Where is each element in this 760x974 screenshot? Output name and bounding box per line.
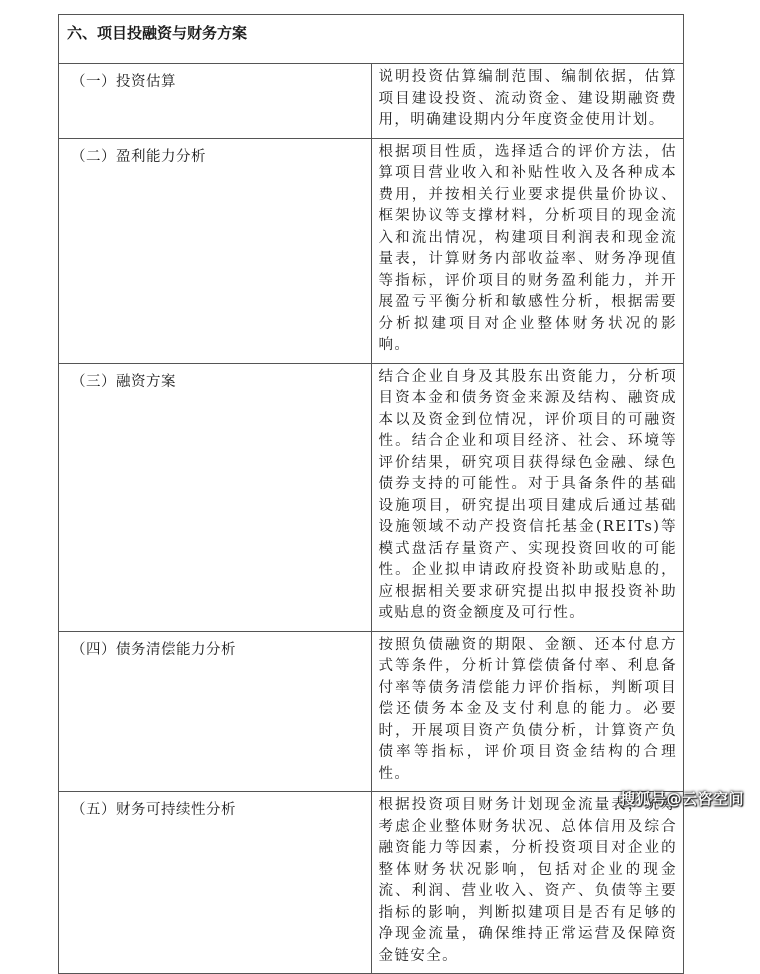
row-description-financing-plan: 结合企业自身及其股东出资能力，分析项目资本金和债务资金来源及结构、融资成本以及资金到位情况，评价项目的可融资性。结合企业和项目经济、社会、环境等评价结果，研究项目获得绿色金融、绿色债券支持的可能性。对于具备条件的基础设施项目，研究提出项目建成后通过基础设施领域不动产投资信托基金(REITs)等模式盘活存量资产、实现投资回收的可能性。企业拟申请政府投资补助或贴息的，应根据相关要求研究提出拟申报投资补助或贴息的资金额度及可行性。 — [371, 363, 684, 631]
row-label-profitability-analysis: （二）盈利能力分析 — [59, 138, 372, 363]
table-row — [59, 64, 684, 139]
row-label-financial-sustainability: （五）财务可持续性分析 — [59, 792, 372, 974]
project-finance-table — [58, 14, 684, 974]
row-description-financial-sustainability: 根据投资项目财务计划现金流量表，统筹考虑企业整体财务状况、总体信用及综合融资能力等因素，分析投资项目对企业的整体财务状况影响，包括对企业的现金流、利润、营业收入、资产、负债等主要指标的影响，判断拟建项目是否有足够的净现金流量，确保维持正常运营及保障资金链安全。 — [371, 792, 684, 974]
row-description-debt-repayment-analysis: 按照负债融资的期限、金额、还本付息方式等条件，分析计算偿债备付率、利息备付率等债务清偿能力评价指标，判断项目偿还债务本金及支付利息的能力。必要时，开展项目资产负债分析，计算资产负债率等指标，评价项目资金结构的合理性。 — [371, 631, 684, 792]
row-label-investment-estimate: （一）投资估算 — [59, 64, 372, 139]
table-row — [59, 631, 684, 792]
row-label-debt-repayment-analysis: （四）债务清偿能力分析 — [59, 631, 372, 792]
table-header-row — [59, 15, 684, 64]
row-description-profitability-analysis: 根据项目性质，选择适合的评价方法，估算项目营业收入和补贴性收入及各种成本费用，并按相关行业要求提供量价协议、框架协议等支撑材料，分析项目的现金流入和流出情况，构建项目利润表和现金流量表，计算财务内部收益率、财务净现值等指标，评价项目的财务盈利能力，并开展盈亏平衡分析和敏感性分析，根据需要分析拟建项目对企业整体财务状况的影响。 — [371, 138, 684, 363]
row-label-financing-plan: （三）融资方案 — [59, 363, 372, 631]
table-row — [59, 363, 684, 631]
table-row — [59, 138, 684, 363]
row-description-investment-estimate: 说明投资估算编制范围、编制依据，估算项目建设投资、流动资金、建设期融资费用，明确建设期内分年度资金使用计划。 — [371, 64, 684, 139]
source-watermark: 搜狐号@云咨空间 — [619, 790, 744, 808]
section-title: 六、项目投融资与财务方案 — [59, 15, 684, 64]
